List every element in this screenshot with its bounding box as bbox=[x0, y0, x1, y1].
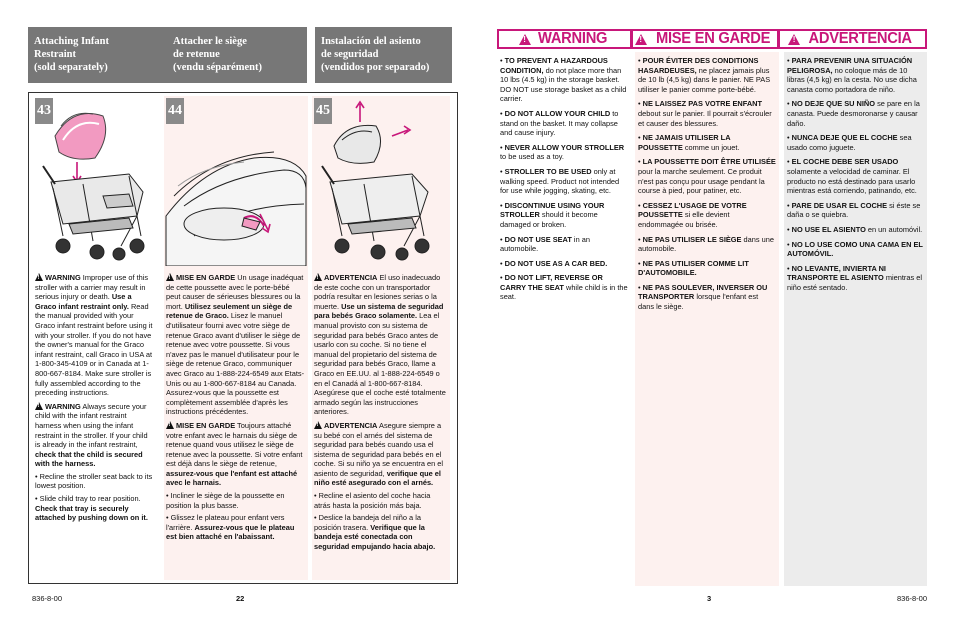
warning-bar-spanish: ! ADVERTENCIA bbox=[779, 29, 927, 49]
warning-item: • NO DEJE QUE SU NIÑO se pare en la canasta. Puede desmoronarse y causar daño. bbox=[787, 99, 920, 128]
figure-number-43: 43 bbox=[35, 98, 53, 124]
warning-item: • NE PAS UTILISER COMME LIT D'AUTOMOBILE. bbox=[638, 258, 749, 278]
warning-item: • PARA PREVENIR UNA SITUACIÓN PELIGROSA, no coloque más de 10 libras (4,5 kg) en la cesta. No use dicha canasta como portadora de niño. bbox=[787, 56, 917, 94]
step-recline: • Incliner le siège de la poussette en position la plus basse. bbox=[166, 491, 285, 510]
figure-45-illustration bbox=[312, 96, 450, 266]
warning-item: • NE JAMAIS UTILISER LA POUSSETTE comme un jouet. bbox=[638, 133, 740, 152]
warning-triangle-icon bbox=[314, 273, 322, 281]
step-tray: • Deslice la bandeja del niño a la posición trasera. Verifique que la bandeja esté conectada con seguridad empujando hacia abajo. bbox=[314, 513, 436, 552]
warning-item: • NO LEVANTE, INVIERTA NI TRANSPORTE EL ASIENTO mientras el niño esté sentado. bbox=[787, 263, 922, 292]
document-code: 836-8-00 bbox=[897, 594, 928, 603]
warnings-list-spanish bbox=[784, 52, 927, 586]
warning-item: • STROLLER TO BE USED only at walking speed. Product not intended for use while jogging, skating, etc. bbox=[500, 166, 620, 196]
page-number: 3 bbox=[707, 594, 712, 603]
figure-44-illustration bbox=[164, 96, 308, 266]
warning-bar-french: ! MISE EN GARDE bbox=[632, 29, 779, 49]
warnings-list-english bbox=[497, 52, 632, 586]
warning-triangle-icon bbox=[35, 402, 43, 410]
warning-item: • NO USE EL ASIENTO en un automóvil. bbox=[787, 224, 923, 234]
warning-item: • DO NOT USE AS A CAR BED. bbox=[500, 258, 608, 268]
figure-43 bbox=[33, 96, 155, 266]
warning-bar-english: ! WARNING bbox=[497, 29, 632, 49]
warning-item: • NUNCA DEJE QUE EL COCHE sea usado como juguete. bbox=[787, 133, 912, 152]
warning-triangle-icon bbox=[166, 421, 174, 429]
document-code: 836-8-00 bbox=[32, 594, 63, 603]
warning-item: • NE LAISSEZ PAS VOTRE ENFANT debout sur le panier. Il pourrait s'écrouler et causer des blessures. bbox=[638, 99, 772, 128]
section-header-english: Attaching Infant Restraint (sold separately) bbox=[28, 27, 168, 83]
warning-triangle-icon bbox=[519, 34, 531, 45]
column-spanish bbox=[312, 96, 450, 580]
warning-item: • PARE DE USAR EL COCHE si éste se daña o se quiebra. bbox=[787, 200, 921, 220]
warning-item: • POUR ÉVITER DES CONDITIONS HASARDEUSES, ne placez jamais plus de 10 lb (4,5 kg) dans le panier. NE PAS utiliser le panier comme porte-bébé. bbox=[638, 56, 771, 94]
warning-item: • EL COCHE DEBE SER USADO solamente a velocidad de caminar. El producto no está destinado para usarlo mientras está corriendo, patinando, etc. bbox=[787, 157, 917, 196]
warning-item: • NO LO USE COMO UNA CAMA EN EL AUTOMÓVIL. bbox=[787, 239, 923, 259]
warning-item: • NEVER ALLOW YOUR STROLLER to be used as a toy. bbox=[500, 142, 625, 162]
warning-item: • NE PAS UTILISER LE SIÈGE dans une automobile. bbox=[638, 234, 774, 254]
step-recline: • Recline el asiento del coche hacia atrás hasta la posición más baja. bbox=[314, 491, 431, 510]
warning-item: • TO PREVENT A HAZARDOUS CONDITION, do not place more than 10 lbs (4.5 kg) in the storage basket. DO NOT use storage basket as a child carrier. bbox=[500, 56, 627, 104]
section-header-spanish: Instalación del asiento de seguridad (vendidos por separado) bbox=[315, 27, 452, 83]
warning-triangle-icon bbox=[166, 273, 174, 281]
warning-item: • NE PAS SOULEVER, INVERSER OU TRANSPORTER lorsque l'enfant est dans le siège. bbox=[638, 282, 768, 312]
figure-number-44: 44 bbox=[166, 98, 184, 124]
warning-item: • LA POUSSETTE DOIT ÊTRE UTILISÉE pour la marche seulement. Ce produit n'est pas conçu pour usage pendant la course à pied, pour patiner, etc. bbox=[638, 157, 776, 196]
warning-triangle-icon bbox=[35, 273, 43, 281]
french-warning-text: !MISE EN GARDE Un usage inadéquat de cette poussette avec le porte-bébé peut causer de sérieuses blessures ou la mort. Utilisez seulement un siège de retenue de Graco. Lisez le manuel d'utilisateur fourni avec votre siège de retenue Graco avant d'utiliser le siège de retenue avec votre poussette. Si vous n'avez pas le manuel d'utilisateur pour le siège de retenue Graco, communiquer avec Graco au 1-888-224-6549 aux Etats-Unis ou au 1-800-667-8184 au Canada. Assurez-vous que la poussette est complètement assemblée d'après les instructions précédentes. !MISE EN GARDE Toujours attaché votre enfant avec le harnais du siège de retenue quand vous utilisez le siège de retenue avec la poussette. Si votre enfant est déjà dans le siège de retenue, assurez-vous que l'enfant est attaché avec le harnais. • Incliner le siège de la poussette en position la plus basse. • Glissez le plateau pour enfant vers l'arrière. Assurez-vous que le plateau est bien attaché en l'abaissant. bbox=[166, 272, 306, 545]
warning-item: • CESSEZ L'USAGE DE VOTRE POUSSETTE si elle devient endommagée ou brisée. bbox=[638, 200, 747, 229]
step-tray: • Glissez le plateau pour enfant vers l'arrière. Assurez-vous que le plateau est bien attaché en l'abaissant. bbox=[166, 513, 295, 542]
warning-item: • DO NOT USE SEAT in an automobile. bbox=[500, 234, 590, 254]
figure-45 bbox=[312, 96, 450, 266]
warning-triangle-icon bbox=[635, 34, 647, 45]
step-tray: • Slide child tray to rear position. Check that tray is securely attached by pushing down on it. bbox=[35, 494, 148, 523]
column-english bbox=[33, 96, 155, 580]
page-number: 22 bbox=[236, 594, 245, 603]
warning-triangle-icon bbox=[788, 34, 800, 45]
section-header-french: Attacher le siège de retenue (vendu séparément) bbox=[167, 27, 307, 83]
warnings-list-french bbox=[635, 52, 779, 586]
spanish-warning-text: !ADVERTENCIA El uso inadecuado de este coche con un transportador podría resultar en lesiones serias o la muerte. Use un sistema de seguridad para bebés Graco solamente. Lea el manual provisto con su sistema de seguridad para bebés Graco antes de usarlo con su coche. Si no tiene el manual del propietario del sistema de seguridad para bebés Graco, llame a Graco en EE.UU. al 1-888-224-6549 o en el Canadá al 1-800-667-8184. Asegúrese que el coche esté totalmente armado según las instrucciones anteriores. !ADVERTENCIA Asegure siempre a su bebé con el arnés del sistema de seguridad para bebés cuando usa el sistema de seguridad para bebés en el coche. Si su niño ya se encuentra en el asiento de seguridad, verifique que el niño esté asegurado con el arnés. • Recline el asiento del coche hacia atrás hasta la posición más baja. • Deslice la bandeja del niño a la posición trasera. Verifique que la bandeja esté conectada con seguridad empujando hacia abajo. bbox=[314, 272, 448, 555]
warning-item: • DO NOT LIFT, REVERSE OR CARRY THE SEAT while child is in the seat. bbox=[500, 273, 628, 302]
english-warning-text: !WARNING Improper use of this stroller with a carrier may result in serious injury or death. Use a Graco infant restraint only. Read the manual provided with your Graco infant restraint before using it with your stroller. If you do not have the owner's manual for the Graco infant restraint, call Graco in USA at 1-800-345-4109 or in Canada at 1-800-667-8184. Make sure stroller is fully assembled according to the preceding instructions. !WARNING Always secure your child with the infant restraint harness when using the infant restraint in the stroller. If your child is already in the infant restraint, check that the child is secured with the harness. • Recline the stroller seat back to its lowest position. • Slide child tray to rear position. Check that tray is securely attached by pushing down on it. bbox=[35, 272, 153, 526]
step-recline: • Recline the stroller seat back to its lowest position. bbox=[35, 471, 153, 491]
warning-item: • DISCONTINUE USING YOUR STROLLER should it become damaged or broken. bbox=[500, 200, 605, 229]
warning-triangle-icon bbox=[314, 421, 322, 429]
column-french bbox=[164, 96, 308, 580]
figure-44 bbox=[164, 96, 308, 266]
figure-number-45: 45 bbox=[314, 98, 332, 124]
warning-item: • DO NOT ALLOW YOUR CHILD to stand on the basket. It may collapse and cause injury. bbox=[500, 108, 619, 138]
